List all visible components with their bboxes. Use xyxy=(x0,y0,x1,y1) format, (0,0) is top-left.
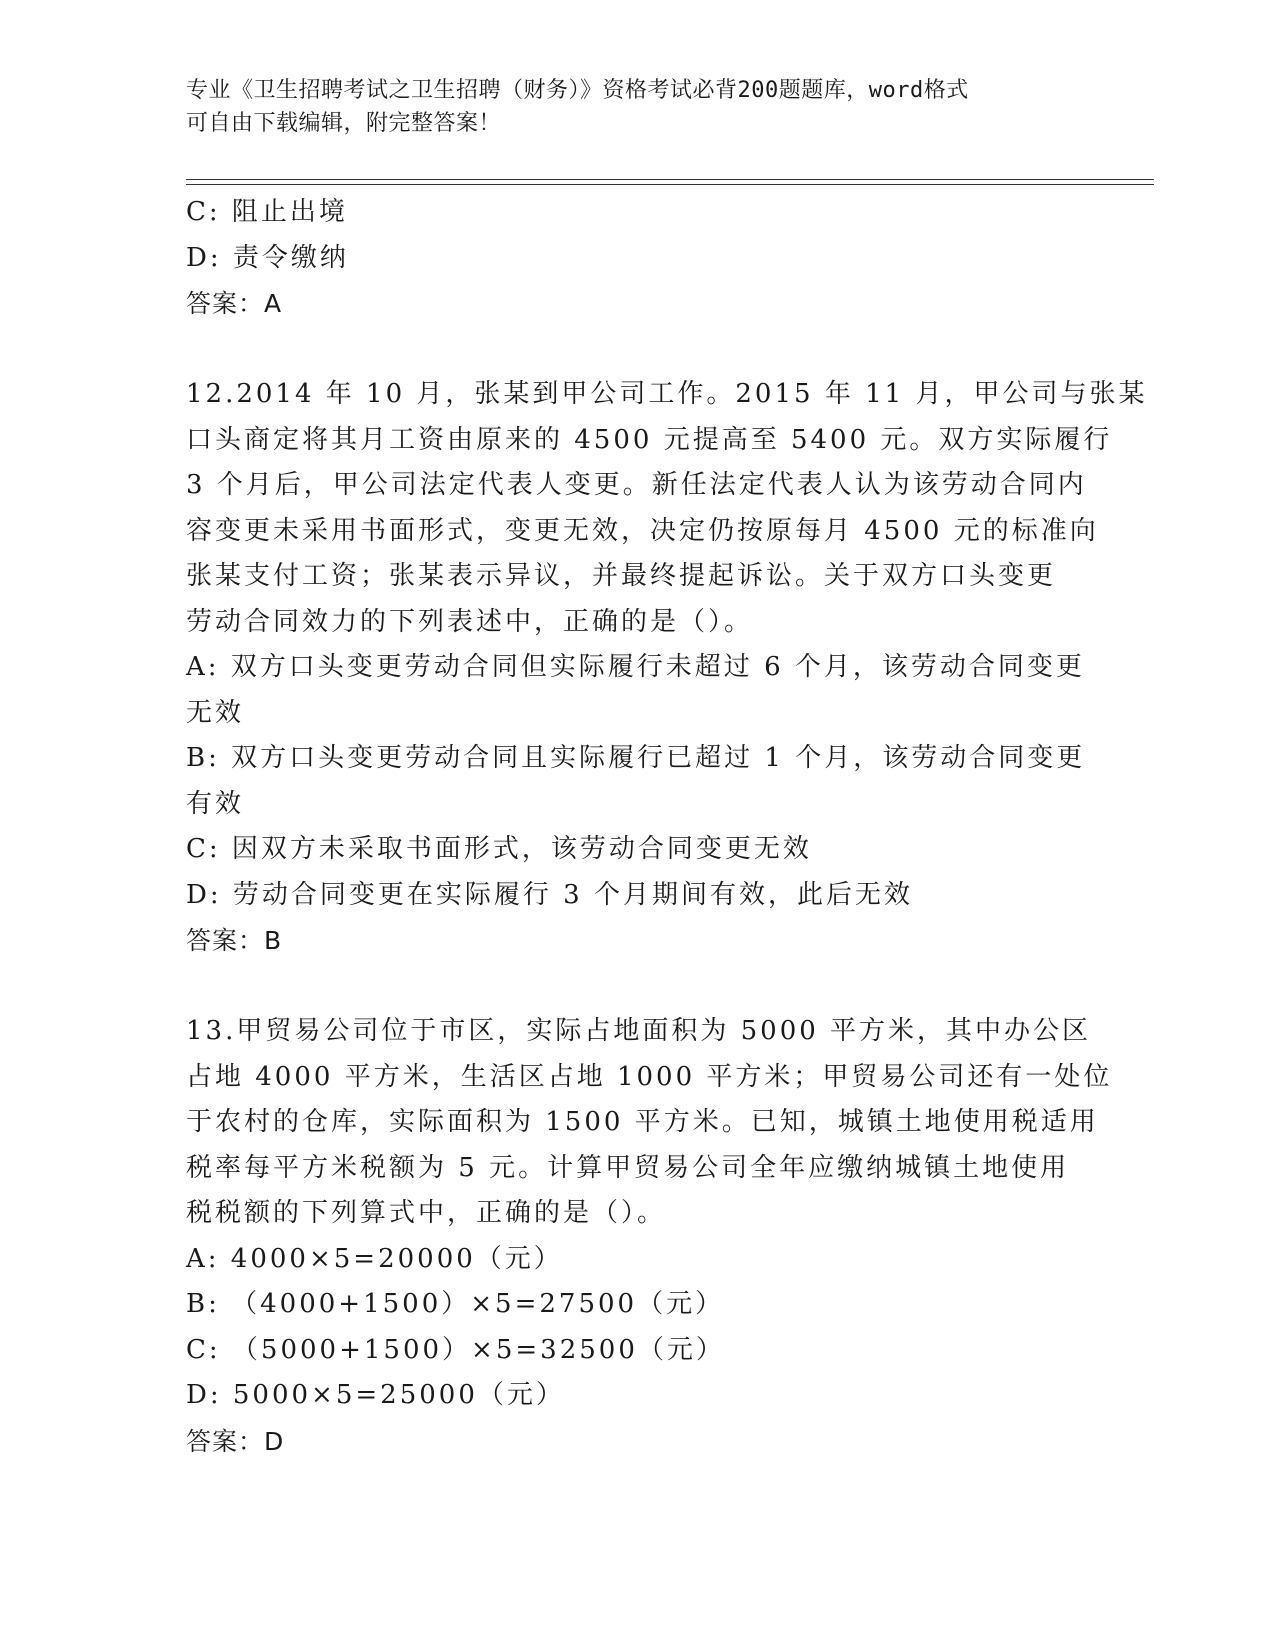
spacer xyxy=(186,327,1086,373)
question-11-tail xyxy=(186,190,1086,327)
document-body xyxy=(186,190,1148,1464)
question-stem-line: 12.2014 年 10 月，张某到甲公司工作。2015 年 11 月，甲公司与张某 xyxy=(186,379,1148,409)
header-title-line-1: 专业《卫生招聘考试之卫生招聘（财务）》资格考试必背200题题库，word格式 xyxy=(186,78,969,103)
option-b-continued: 有效 xyxy=(186,788,245,819)
answer-line: 答案：A xyxy=(186,289,283,318)
document-header xyxy=(186,74,1076,140)
option-d: D: 责令缴纳 xyxy=(186,242,349,273)
option-c: C: （5000+1500）×5=32500（元） xyxy=(186,1334,725,1365)
question-13 xyxy=(186,1009,1113,1464)
answer-line: 答案：D xyxy=(186,1426,285,1456)
option-b: B: 双方口头变更劳动合同且实际履行已超过 1 个月，该劳动合同变更 xyxy=(186,743,1086,773)
spacer xyxy=(186,964,1086,1010)
question-stem-line: 占地 4000 平方米，生活区占地 1000 平方米；甲贸易公司还有一处位 xyxy=(186,1061,1113,1092)
option-a: A: 双方口头变更劳动合同但实际履行未超过 6 个月，该劳动合同变更 xyxy=(186,652,1085,682)
question-stem-line: 税税额的下列算式中，正确的是（）。 xyxy=(186,1198,667,1228)
answer-line: 答案：B xyxy=(186,926,283,955)
question-stem-line: 张某支付工资；张某表示异议，并最终提起诉讼。关于双方口头变更 xyxy=(186,561,1057,591)
question-stem-line: 于农村的仓库，实际面积为 1500 平方米。已知，城镇土地使用税适用 xyxy=(186,1107,1099,1137)
question-stem-line: 3 个月后，甲公司法定代表人变更。新任法定代表人认为该劳动合同内 xyxy=(186,470,1087,500)
question-stem-line: 容变更未采用书面形式，变更无效，决定仍按原每月 4500 元的标准向 xyxy=(186,515,1099,546)
option-d: D: 5000×5=25000（元） xyxy=(186,1380,565,1410)
option-b: B: （4000+1500）×5=27500（元） xyxy=(186,1289,725,1319)
question-stem-line: 口头商定将其月工资由原来的 4500 元提高至 5400 元。双方实际履行 xyxy=(186,424,1113,455)
option-c: C: 因双方未采取书面形式，该劳动合同变更无效 xyxy=(186,834,812,864)
question-stem-line: 13.甲贸易公司位于市区，实际占地面积为 5000 平方米，其中办公区 xyxy=(186,1016,1092,1046)
header-title-line-2: 可自由下载编辑，附完整答案！ xyxy=(186,111,502,136)
option-c: C: 阻止出境 xyxy=(186,197,348,227)
option-a: A: 4000×5=20000（元） xyxy=(186,1243,563,1274)
option-a-continued: 无效 xyxy=(186,697,245,728)
question-stem-line: 劳动合同效力的下列表述中，正确的是（）。 xyxy=(186,606,754,637)
header-divider xyxy=(186,179,1154,185)
question-12 xyxy=(186,372,1148,964)
question-stem-line: 税率每平方米税额为 5 元。计算甲贸易公司全年应缴纳城镇土地使用 xyxy=(186,1152,1070,1183)
option-d: D: 劳动合同变更在实际履行 3 个月期间有效，此后无效 xyxy=(186,879,913,910)
